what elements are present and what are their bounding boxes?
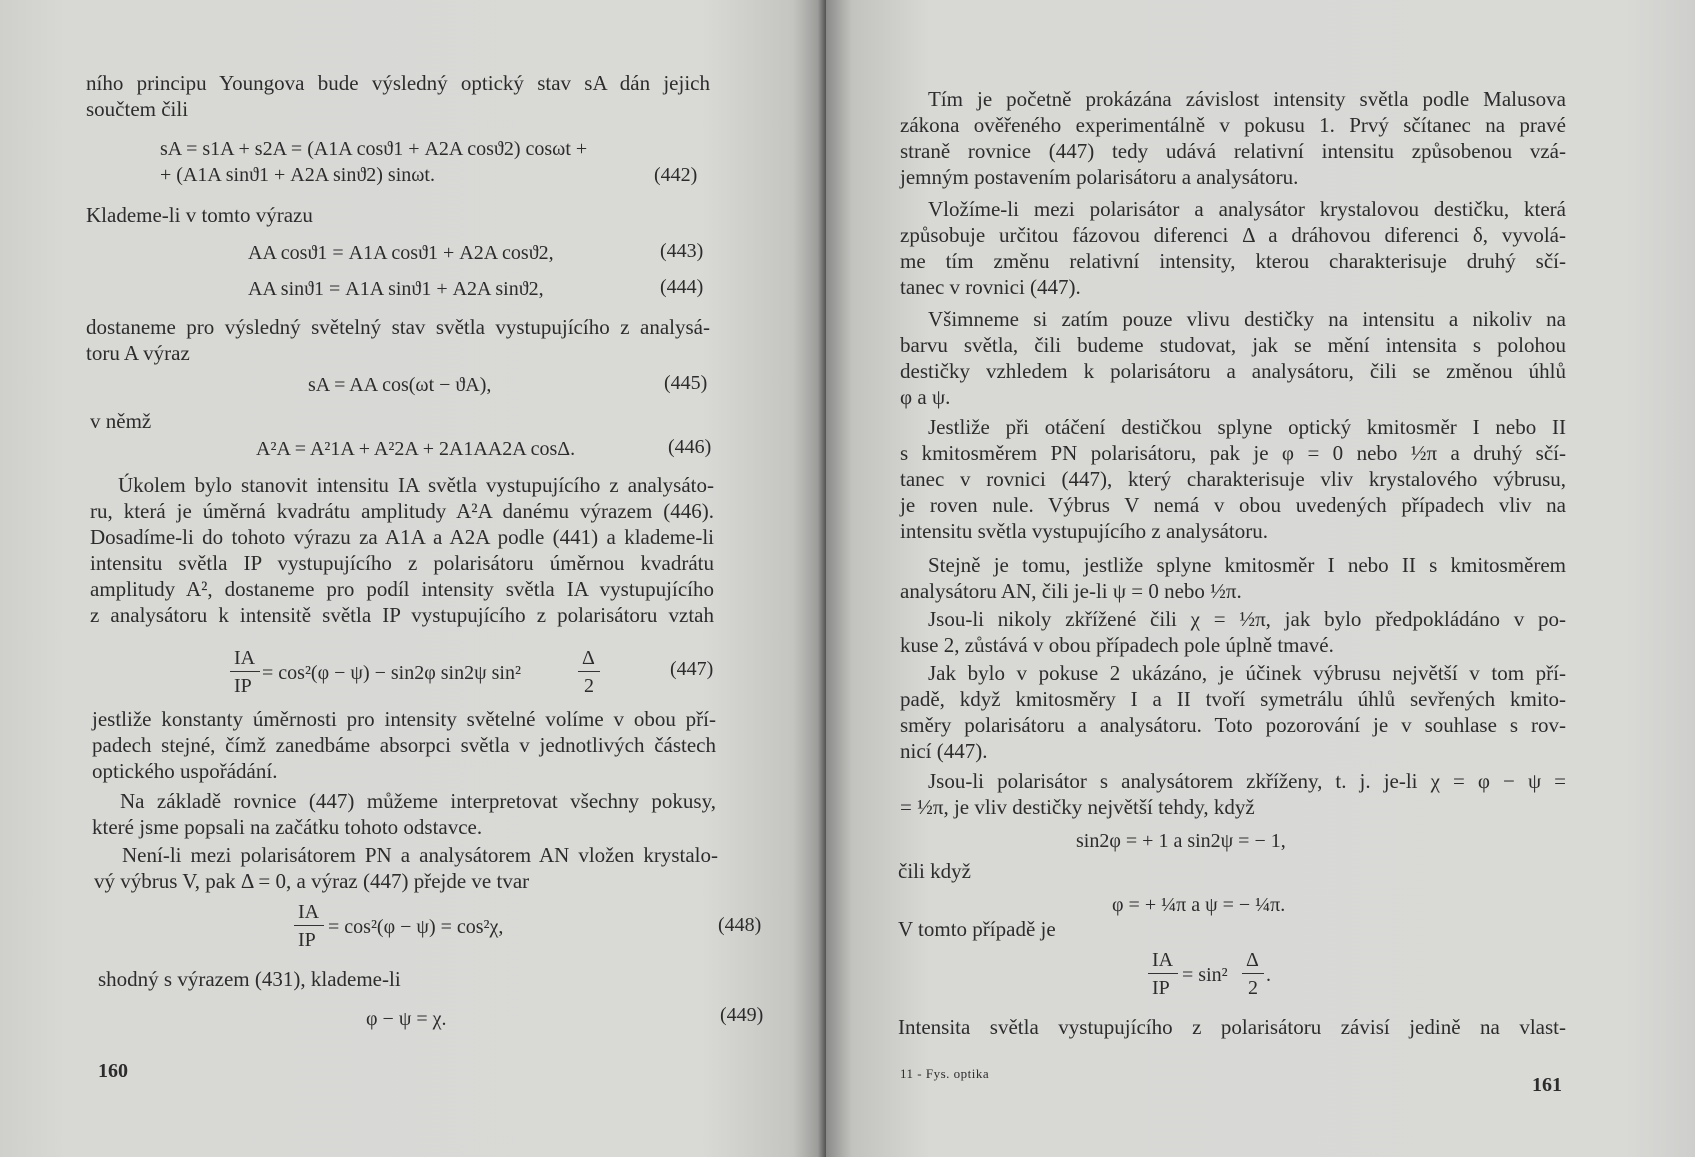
page-number: 161	[1532, 1074, 1562, 1096]
left-page	[0, 0, 826, 1157]
text-line: jestliže konstanty úměrnosti pro intensity světelné volíme v obou pří-	[92, 707, 716, 731]
text-line: vý výbrus V, pak Δ = 0, a výraz (447) přejde ve tvar	[94, 869, 530, 893]
text-line: = ½π, je vliv destičky největší tehdy, když	[900, 795, 1255, 819]
text-line: Stejně je tomu, jestliže splyne kmitosměr I nebo II s kmitosměrem	[928, 553, 1566, 577]
text-line: Intensita světla vystupujícího z polarisátoru závisí jedině na vlast-	[898, 1015, 1566, 1039]
equation-phi: φ = + ¼π a ψ = − ¼π.	[1112, 894, 1286, 916]
fraction-bar	[1242, 973, 1264, 974]
paragraph-neni	[94, 842, 718, 894]
text-line: Jsou-li polarisátor s analysátorem zkříženy, t. j. je-li χ = φ − ψ =	[928, 769, 1566, 793]
text-line: Jak bylo v pokuse 2 ukázáno, je účinek výbrusu největší v tom pří-	[928, 661, 1566, 685]
text-line: Není-li mezi polarisátorem PN a analysátorem AN vložen krystalo-	[122, 843, 718, 867]
paragraph-vlozime	[900, 196, 1566, 300]
text-line: padě, když kmitosměry I a II tvoří symetrálu úhlů sevřených kmito-	[900, 687, 1566, 711]
text-line: kuse 2, zůstává v obou případech pole úplně tmavé.	[900, 633, 1334, 657]
text-line: ru, která je úměrná kvadrátu amplitudy A²A danému výrazem (446).	[90, 499, 714, 523]
text-line: které jsme popsali na začátku tohoto odstavce.	[92, 815, 483, 839]
fraction-numerator: IA	[1152, 949, 1174, 971]
equation-447: = cos²(φ − ψ) − sin2φ sin2ψ sin²	[262, 662, 521, 684]
text-line: z analysátoru k intensitě světla IP vystupujícího z polarisátoru vztah	[90, 603, 714, 627]
paragraph-tim	[900, 86, 1566, 190]
equation-442-line2: + (A1A sinϑ1 + A2A sinϑ2) sinωt.	[160, 164, 435, 186]
text-line: Úkolem bylo stanovit intensitu IA světla vystupujícího z analysáto-	[118, 473, 714, 497]
paragraph-intro	[86, 70, 710, 122]
text-line: čili když	[898, 859, 971, 883]
text-line: dostaneme pro výsledný světelný stav světla vystupujícího z analysá-	[86, 315, 710, 339]
equation-442-line1: sA = s1A + s2A = (A1A cosϑ1 + A2A cosϑ2) cosωt +	[160, 138, 588, 160]
page-number: 160	[98, 1060, 128, 1082]
paragraph-ukolem	[90, 472, 714, 628]
text-line: způsobuje určitou fázovou diferenci Δ a dráhovou diferenci δ, vyvolá-	[900, 223, 1566, 247]
fraction-bar	[230, 671, 260, 672]
text-line: amplitudy A², dostaneme pro podíl intensity světla IA vystupujícího	[90, 577, 714, 601]
equation-446: A²A = A²1A + A²2A + 2A1AA2A cosΔ.	[256, 438, 576, 460]
text-line: φ a ψ.	[900, 385, 951, 409]
equation-number: (442)	[654, 164, 698, 186]
equation-number: (446)	[668, 436, 712, 458]
equation-445: sA = AA cos(ωt − ϑA),	[308, 374, 492, 396]
fraction-denominator: 2	[584, 675, 594, 697]
equation-448: = cos²(φ − ψ) = cos²χ,	[328, 916, 504, 938]
text-line: padech stejné, čímž zanedbáme absorpci světla v jednotlivých částech	[92, 733, 716, 757]
equation-number: (447)	[670, 658, 714, 680]
text-line: Tím je početně prokázána závislost intensity světla podle Malusova	[928, 87, 1566, 111]
paragraph-stejne	[900, 552, 1566, 604]
paragraph-na-zaklade	[92, 788, 716, 840]
text-line: Jestliže při otáčení destičkou splyne optický kmitosměr I nebo II	[928, 415, 1566, 439]
paragraph-jestlize	[92, 706, 716, 784]
paragraph-jestlize-right	[900, 414, 1566, 544]
equation-443: AA cosϑ1 = A1A cosϑ1 + A2A cosϑ2,	[248, 242, 554, 264]
text-line: Všimneme si zatím pouze vlivu destičky na intensitu a nikoliv na	[928, 307, 1566, 331]
fraction-denominator: 2	[1248, 977, 1258, 999]
text-line: nicí (447).	[900, 739, 988, 763]
text-line: jemným postavením polarisátoru a analysátoru.	[900, 165, 1299, 189]
fraction-denominator: IP	[234, 675, 252, 697]
fraction-numerator: IA	[298, 901, 320, 923]
text-line: ního principu Youngova bude výsledný optický stav sA dán jejich	[86, 71, 710, 95]
text-line: analysátoru AN, čili je-li ψ = 0 nebo ½π.	[900, 579, 1242, 603]
text-line: me tím změnu relativní intensity, kterou charakterisuje druhý sčí-	[900, 249, 1566, 273]
fraction-denominator: IP	[1152, 977, 1170, 999]
text-line: součtem čili	[86, 97, 189, 121]
paragraph-jsouli-polarisator	[900, 768, 1566, 820]
paragraph-last	[898, 1014, 1566, 1040]
equation-sin-squared: = sin²	[1182, 964, 1228, 986]
text-line: s kmitosměrem PN polarisátoru, pak je φ = 0 nebo ½π a druhý sčí-	[900, 441, 1566, 465]
paragraph-jak	[900, 660, 1566, 764]
text-line: straně rovnice (447) tedy udává relativní intensitu způsobenou vzá-	[900, 139, 1566, 163]
text-line: Dosadíme-li do tohoto výrazu za A1A a A2A podle (441) a klademe-li	[90, 525, 714, 549]
text-line: Jsou-li nikoly zkřížené čili χ = ½π, jak bylo předpokládáno v po-	[928, 607, 1566, 631]
equation-number: (449)	[720, 1004, 764, 1026]
fraction-bar	[578, 671, 600, 672]
text-line: Na základě rovnice (447) můžeme interpretovat všechny pokusy,	[120, 789, 716, 813]
text-line: tanec v rovnici (447).	[900, 275, 1081, 299]
text-line: optického uspořádání.	[92, 759, 278, 783]
fraction-bar	[294, 925, 324, 926]
equation-period: .	[1266, 964, 1271, 986]
text-line: tanec v rovnici (447), který charakterisuje vliv krystalového výbrusu,	[900, 467, 1566, 491]
equation-number: (448)	[718, 914, 762, 936]
paragraph-jsouli-nikoly	[900, 606, 1566, 658]
equation-sin: sin2φ = + 1 a sin2ψ = − 1,	[1076, 830, 1286, 852]
text-line: Klademe-li v tomto výrazu	[86, 203, 313, 227]
equation-number: (445)	[664, 372, 708, 394]
fraction-denominator: IP	[298, 929, 316, 951]
text-line: zákona ověřeného experimentálně v pokusu 1. Prvý sčítanec na pravé	[900, 113, 1566, 137]
fraction-numerator: IA	[234, 647, 256, 669]
text-line: Vložíme-li mezi polarisátor a analysátor krystalovou destičku, která	[928, 197, 1566, 221]
text-line: toru A výraz	[86, 341, 190, 365]
text-line: směry polarisátoru a analysátoru. Toto pozorování je v souhlase s rov-	[900, 713, 1566, 737]
text-line: shodný s výrazem (431), klademe-li	[98, 967, 401, 991]
fraction-numerator: Δ	[582, 647, 595, 669]
paragraph-dostaneme	[86, 314, 710, 366]
right-page	[826, 0, 1695, 1157]
text-line: je roven nule. Výbrus V nemá v obou uvedených případech vliv na	[900, 493, 1566, 517]
equation-444: AA sinϑ1 = A1A sinϑ1 + A2A sinϑ2,	[248, 278, 544, 300]
fraction-bar	[1148, 973, 1178, 974]
equation-number: (444)	[660, 276, 704, 298]
text-line: intensitu světla vystupujícího z analysátoru.	[900, 519, 1269, 543]
equation-449: φ − ψ = χ.	[366, 1008, 447, 1030]
fraction-numerator: Δ	[1246, 949, 1259, 971]
text-line: barvu světla, čili budeme studovat, jak se mění intensita s polohou	[900, 333, 1566, 357]
text-line: intensitu světla IP vystupujícího z polarisátoru úměrnou kvadrátu	[90, 551, 714, 575]
paragraph-vsimneme	[900, 306, 1566, 410]
equation-number: (443)	[660, 240, 704, 262]
text-line: v němž	[90, 409, 152, 433]
text-line: destičky vzhledem k polarisátoru a analysátoru, čili se změnou úhlů	[900, 359, 1566, 383]
page-footer: 11 - Fys. optika	[900, 1066, 990, 1081]
text-line: V tomto případě je	[898, 917, 1056, 941]
